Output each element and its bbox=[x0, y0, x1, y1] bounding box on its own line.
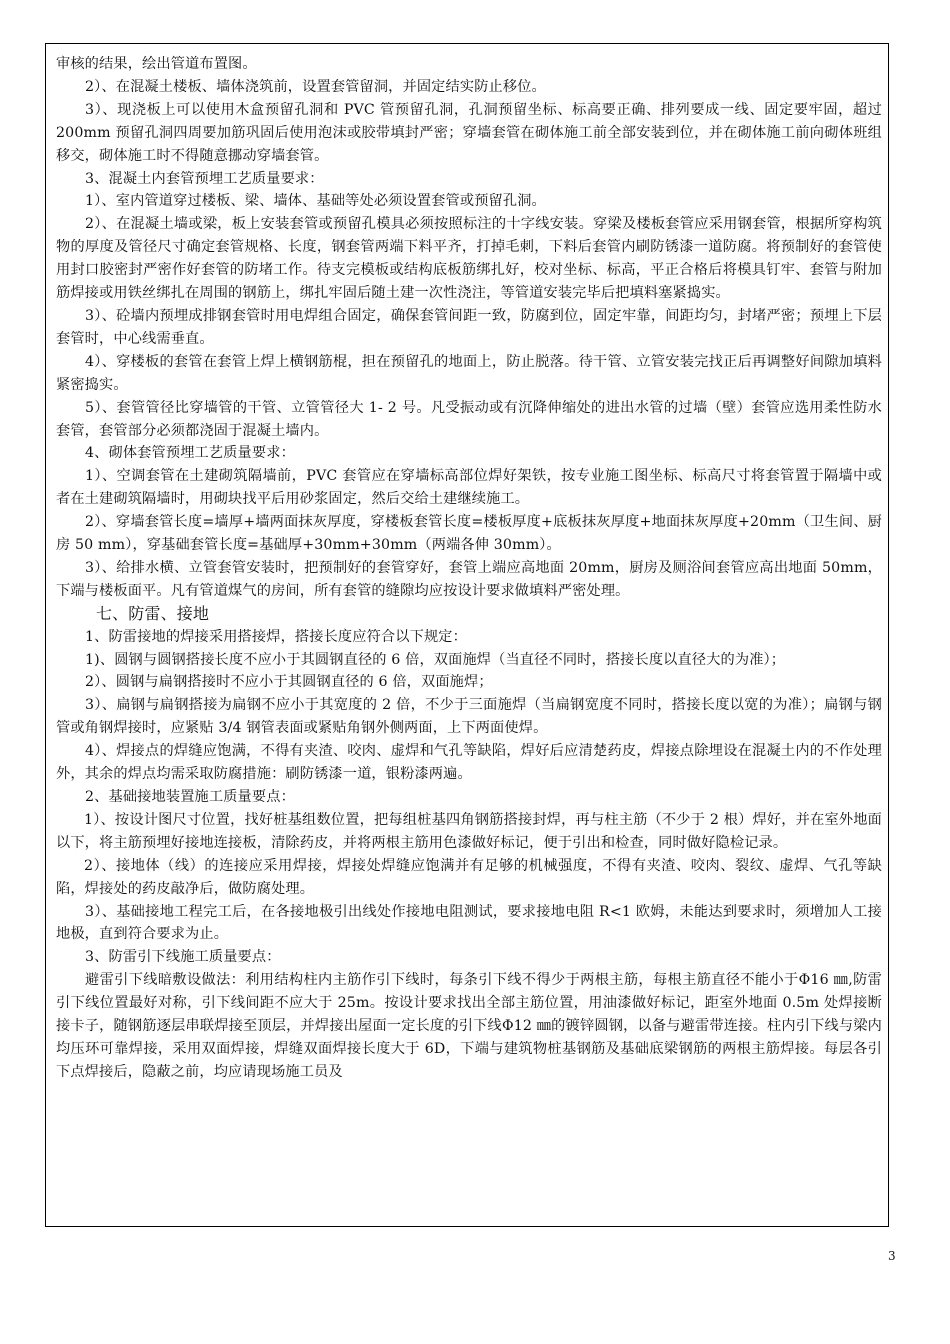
paragraph: 3）、扁钢与扁钢搭接为扁钢不应小于其宽度的 2 倍，不少于三面施焊（当扁钢宽度不同时，搭接长度以宽的为准）；扁钢与钢管或角钢焊接时，应紧贴 3/4 钢管表面或紧贴角钢外侧两面，上下两面使焊。 bbox=[56, 697, 882, 737]
paragraph: 审核的结果，绘出管道布置图。 bbox=[56, 56, 257, 72]
paragraph: 1）、室内管道穿过楼板、梁、墙体、基础等处必须设置套管或预留孔洞。 bbox=[85, 193, 546, 210]
paragraph: 4）、穿楼板的套管在套管上焊上横钢筋棍，担在预留孔的地面上，防止脱落。待干管、立管安装完找正后再调整好间隙加填料紧密捣实。 bbox=[56, 353, 882, 393]
paragraph: 避雷引下线暗敷设做法：利用结构柱内主筋作引下线时，每条引下线不得少于两根主筋，每根主筋直径不能小于Φ16 ㎜,防雷引下线位置最好对称，引下线间距不应大于 25m。按设计要求找出全部主筋位置，用油漆做好标记，距室外地面 0.5m 处焊接断接卡子，随钢筋逐层串联焊接至顶层，并焊接出屋面一定长度的引下线Φ12 ㎜的镀锌圆钢，以备与避雷带连接。柱内引下线与梁内均压环可靠焊接，采用双面焊接，焊缝双面焊接长度大于 6D，下端与建筑物桩基钢筋及基础底梁钢筋的两根主筋焊接。每层各引下点焊接后，隐蔽之前，均应请现场施工员及 bbox=[56, 972, 882, 1080]
paragraph: 2）、穿墙套管长度=墙厚+墙两面抹灰厚度，穿楼板套管长度=楼板厚度+底板抹灰厚度+地面抹灰厚度+20mm（卫生间、厨房 50 mm），穿基础套管长度=基础厚+30mm+30mm（两端各伸 30mm）。 bbox=[56, 514, 882, 554]
paragraph: 4）、焊接点的焊缝应饱满，不得有夹渣、咬肉、虚焊和气孔等缺陷，焊好后应清楚药皮，焊接点除埋设在混凝土内的不作处理外，其余的焊点均需采取防腐措施：刷防锈漆一道，银粉漆两遍。 bbox=[56, 743, 882, 783]
paragraph: 3）、现浇板上可以使用木盒预留孔洞和 PVC 管预留孔洞，孔洞预留坐标、标高要正确、排列要成一线、固定要牢固，超过 200mm 预留孔洞四周要加筋巩固后使用泡沫或胶带填封严密；穿墙套管在砌体施工前全部安装到位，并在砌体施工前向砌体班组移交，砌体施工时不得随意挪动穿墙套管。 bbox=[56, 101, 882, 164]
paragraph: 1）、空调套管在土建砌筑隔墙前，PVC 套管应在穿墙标高部位焊好架铁，按专业施工图坐标、标高尺寸将套管置于隔墙中或者在土建砌筑隔墙时，用砌块找平后用砂浆固定，然后交给土建继续施工。 bbox=[56, 468, 882, 508]
paragraph: 3、混凝土内套管预埋工艺质量要求： bbox=[85, 170, 324, 187]
paragraph: 2）、圆钢与扁钢搭接时不应小于其圆钢直径的 6 倍，双面施焊； bbox=[85, 674, 493, 691]
paragraph: 3）、基础接地工程完工后，在各接地极引出线处作接地电阻测试，要求接地电阻 R<1 欧姆，未能达到要求时，须增加人工接地极，直到符合要求为止。 bbox=[56, 903, 882, 943]
paragraph: 3、防雷引下线施工质量要点： bbox=[85, 949, 281, 966]
paragraph: 2、基础接地装置施工质量要点： bbox=[85, 789, 295, 805]
paragraph: 4、砌体套管预埋工艺质量要求： bbox=[85, 445, 295, 462]
paragraph: 2）、接地体（线）的连接应采用焊接，焊接处焊缝应饱满并有足够的机械强度，不得有夹渣、咬肉、裂纹、虚焊、气孔等缺陷，焊接处的药皮敲净后，做防腐处理。 bbox=[56, 857, 882, 897]
paragraph: 1、防雷接地的焊接采用搭接焊，搭接长度应符合以下规定： bbox=[85, 628, 467, 645]
paragraph: 2）、在混凝土墙或梁，板上安装套管或预留孔模具必须按照标注的十字线安装。穿梁及楼板套管应采用钢套管，根据所穿构筑物的厚度及管径尺寸确定套管规格、长度，钢套管两端下料平齐，打掉毛刺，下料后套管内刷防锈漆一道防腐。将预制好的套管使用封口胶密封严密作好套管的防堵工作。待支完模板或结构底板筋绑扎好，校对坐标、标高，平正合格后将模具钉牢、套管与附加筋焊接或用铁丝绑扎在周围的钢筋上，绑扎牢固后随土建一次性浇注，等管道安装完毕后把填料塞紧捣实。 bbox=[56, 216, 882, 302]
paragraph: 1）、按设计图尺寸位置，找好桩基组数位置，把每组桩基四角钢筋搭接封焊，再与柱主筋（不少于 2 根）焊好，并在室外地面以下，将主筋预埋好接地连接板，清除药皮，并将两根主筋用色漆做好标记，便于引出和检查，同时做好隐检记录。 bbox=[56, 811, 882, 851]
document-body bbox=[56, 53, 882, 1084]
paragraph: 3）、砼墙内预埋成排钢套管时用电焊组合固定，确保套管间距一致，防腐到位，固定牢靠，间距均匀，封堵严密；预埋上下层套管时，中心线需垂直。 bbox=[56, 307, 882, 347]
paragraph: 2）、在混凝土楼板、墙体浇筑前，设置套管留洞，并固定结实防止移位。 bbox=[85, 78, 546, 95]
content-frame bbox=[45, 43, 889, 1227]
paragraph: 5）、套管管径比穿墙管的干管、立管管径大 1- 2 号。凡受振动或有沉降伸缩处的进出水管的过墙（壁）套管应选用柔性防水套管，套管部分必须都浇固于混凝土墙内。 bbox=[56, 399, 882, 439]
section-heading: 七、防雷、接地 bbox=[96, 603, 210, 623]
paragraph: 1)、圆钢与圆钢搭接长度不应小于其圆钢直径的 6 倍，双面施焊（当直径不同时，搭接长度以直径大的为准）； bbox=[85, 651, 786, 668]
paragraph: 3）、给排水横、立管套管安装时，把预制好的套管穿好，套管上端应高地面 20mm，厨房及厕浴间套管应高出地面 50mm，下端与楼板面平。凡有管道煤气的房间，所有套管的缝隙均应按设计要求做填料严密处理。 bbox=[56, 559, 882, 599]
page-number: 3 bbox=[888, 1249, 896, 1263]
